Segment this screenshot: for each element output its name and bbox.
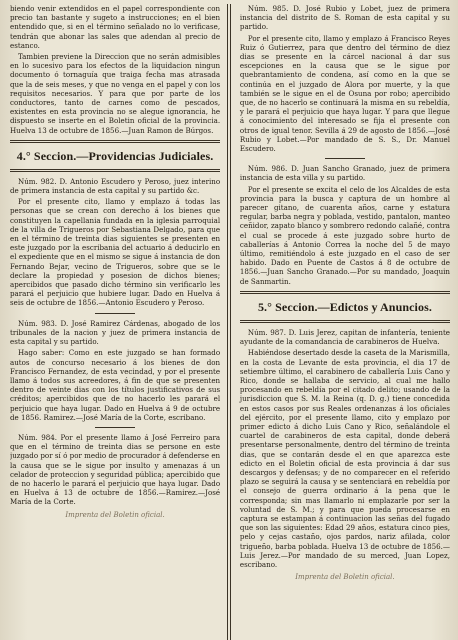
notice-body-982: Por el presente cito, llamo y emplazo á todas las personas que se crean con derecho á los bienes que constituyen la capellania fundada en la iglesia parroquial de la villa de Trigueros por Sebastiana Delgado, para que en el término de treinta dias siguientes se presenten en este juzgado por la escribania del actuario á deducirlo en el expediente que en el mismo se sigue á instancia de don Fernando Bejar, vecino de Trigueros, sobre que se le declare la propiedad y posesion de dichos bienes; apercibidos que pasado dicho término sin verificarlo les parará el perjuicio que hubiere lugar. Dado en Huelva á seis de octubre de 1856.—Antonio Escudero y Peroso.: [10, 197, 221, 308]
notice-number-986: Núm. 986. D. Juan Sancho Granado, juez de primera instancia de esta villa y su partido.: [239, 164, 450, 183]
section-heading-edicts: 5.° Seccion.—Edictos y Anuncios.: [257, 299, 432, 314]
footer-left: Imprenta del Boletin oficial.: [65, 510, 165, 519]
right-column: [234, 4, 450, 640]
notice-divider: [95, 313, 135, 314]
section-heading-judicial: 4.° Seccion.—Providencias Judiciales.: [16, 148, 214, 163]
notice-984: Núm. 984. Por el presente llamo á José Ferreiro para que en el término de treinta dias se persone en este juzgado por sí ó por medio de procurador á defenderse en la causa que se le sigue por insulto y amenazas á un celador de proteccion y seguridad pública; apercibido que de no hacerlo le parará el perjuicio que haya lugar. Dado en Huelva á 13 de octubre de 1856.—Ramirez.—José María de la Corte.: [10, 432, 221, 507]
column-rule: [224, 4, 234, 640]
two-column-layout: [10, 4, 450, 640]
text-paragraph: Tambien previene la Direccion que no serán admisibles en lo sucesivo para los efectos de la liquidacion ningun documento ó tornaguía que traiga fecha mas atrasada que la de seis meses, y que no venga en el papel y con los requisitos necesarios. Y para que por parte de los conductores, tanto de carnes como de pescados, existentes en esta provincia no se alegue ignorancia, he dispuesto se inserte en el Boletin oficial de la provincia. Huelva 13 de octubre de 1856.—Juan Ramon de Búrgos.: [10, 52, 221, 135]
notice-body-986: Por el presente se excita el celo de los Alcaldes de esta provincia para la busca y captura de un hombre al parecer gitano, de cuarenta años, carne y estatura regular, barba negra y poblada, vestido, pantalon, manteo ceñidor, zapato blanco y sombrero redondo calañé, contra el cual se procede á este juzgado sobre hurto de caballerías á Antonio Correa la noche del 5 de mayo último, remitiéndolo á este juzgado en el caso de ser habido. Dado en Puente de Castos á 8 de octubre de 1856.—Juan Sancho Granado.—Por su mandado, Joaquin de Sanmartin.: [239, 184, 450, 286]
notice-number-982: Núm. 982. D. Antonio Escudero y Peroso, juez interino de primera instancia de esta capital y su partido &c.: [10, 176, 221, 196]
text-paragraph: biendo venir extendidos en el papel correspondiente con precio tan bastante y sugeto a instrucciones; en el bien entendido que, si en el término señalado no lo verificase, tendrán que abonar las sales que adendan al precio de estanco.: [10, 4, 221, 50]
left-column: [10, 4, 224, 640]
notice-divider: [95, 427, 135, 428]
notice-body-983: Hago saber: Como en este juzgado se han formado autos de concurso necesario á los bienes de don Francisco Fernandez, de esta vecindad, y por el presente llamo á todos sus acreedores, á fin de que se presenten dentro de veinte dias con los títulos justificativos de sus créditos; apercibidos que de no hacerlo les parará el perjuicio que haya lugar. Dado en Huelva á 9 de octubre de 1856. Ramirez.—José María de la Corte, escribano.: [10, 348, 221, 422]
notice-number-985: Núm. 985. D. José Rubio y Lobet, juez de primera instancia del distrito de S. Roman de esta capital y su partido.: [239, 4, 450, 32]
notice-number-987: Núm. 987. D. Luis Jerez, capitan de infantería, teniente ayudante de la comandancia de carabineros de Huelva.: [239, 327, 450, 347]
section-divider: [240, 320, 450, 323]
footer-right: Imprenta del Boletin oficial.: [295, 573, 395, 582]
notice-body-987: Habiéndose desertado desde la caseta de la Marismilla, en la costa de Levante de esta provincia, el dia 17 de setiembre último, el carabinero de caballería Luis Cano y Rico, donde se hallaba de servicio, al cual me hallo procesando en rebeldía por el citado delito; usando de la jurisdiccion que S. M. la Reina (q. D. g.) tiene concedida en estos casos por sus Reales ordenanzas á los oficiales del ejército, por el presente llamo, cito y emplazo por primer edicto á dicho Luis Cano y Rico, señalándole el cuartel de carabineros de esta capital, donde deberá presentarse personalmente, dentro del término de treinta dias, que se contarán desde el en que aparezca este edicto en el Boletin oficial de esta provincia á dar sus descargos y defensas; y de no comparecer en el referido plazo se seguirá la causa y se sentenciará en rebeldía por el consejo de guerra ordinario á la pena que le corresponda; sin mas llamarlo ni emplazarle por ser la voluntad de S. M.; y para que pueda procesarse en captura se estampan á continuacion las señas del fugado que son las siguientes: Edad 29 años, estatura cinco pies, pelo y cejas castaño, ojos pardos, nariz afilada, color trigueño, barba poblada. Huelva 13 de octubre de 1856.—Luis Jerez.—Por mandado de su merced, Juan Lopez, escribano.: [239, 348, 450, 569]
notice-number-983: Núm. 983. D. José Ramirez Cárdenas, abogado de los tribunales de la nacion y juez de primera instancia de esta capital y su partido.: [10, 318, 221, 347]
section-divider: [10, 140, 220, 143]
notice-divider: [325, 158, 365, 159]
section-divider: [240, 291, 450, 294]
section-divider: [10, 169, 220, 172]
notice-body-985: Por el presente cito, llamo y emplazo á Francisco Reyes Ruiz ó Gutierrez, para que dentro del término de diez dias se presente en la cárcel nacional á dar sus escepciones en la causa que se le sigue por quebrantamiento de condena, así como en la que se continúa en el juzgado de Alora por muerte, y la que también se le sigue en el de Osuna por robo; apercibido que, de no hacerlo se continuará la misma en su rebeldía, y le parará el perjuicio que haya lugar. Y para que llegue á conocimiento del interesado se fija el presente con otros de igual tenor. Sevilla á 29 de agosto de 1856.—José Rubio y Lobet.—Por mandado de S. S., Dr. Manuel Escudero.: [239, 33, 450, 154]
